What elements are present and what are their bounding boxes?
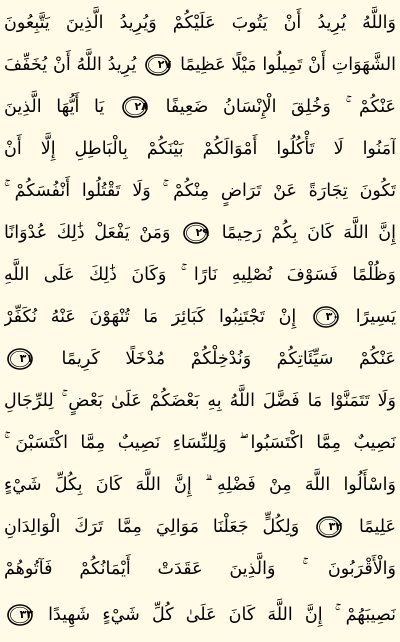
verse-line-4 bbox=[4, 128, 396, 170]
ayah-number: ٢٨ bbox=[134, 100, 148, 113]
verse-text: وَاسْأَلُوا اللَّهَ مِنْ فَضْلِهِ ۗ إِنَّ اللَّهَ كَانَ بِكُلِّ شَيْءٍ bbox=[4, 475, 396, 495]
ayah-number-marker bbox=[316, 516, 342, 538]
verse-text: وَاللَّهُ يُرِيدُ أَنْ يَتُوبَ عَلَيْكُمْ وَيُرِيدُ الَّذِينَ يَتَّبِعُونَ bbox=[4, 13, 396, 33]
verse-text: يُرِيدُ اللَّهُ أَنْ يُخَفِّفَ bbox=[4, 55, 137, 75]
verse-line-3 bbox=[4, 86, 396, 128]
ayah-number: ٣٠ bbox=[325, 310, 339, 323]
ayah-number-marker bbox=[7, 348, 33, 370]
verse-text: نَصِيبَهُمْ ۚ إِنَّ اللَّهَ كَانَ عَلَىٰ كُلِّ شَيْءٍ شَهِيدًا bbox=[48, 605, 396, 625]
verse-line-11 bbox=[4, 422, 396, 464]
verse-text: وَظُلْمًا فَسَوْفَ نُصْلِيهِ نَارًا ۚ وَكَانَ ذَٰلِكَ عَلَى اللَّهِ bbox=[4, 265, 396, 285]
verse-line-9 bbox=[4, 338, 396, 380]
ayah-number-marker bbox=[145, 54, 171, 76]
verse-text: يَسِيرًا bbox=[355, 307, 396, 327]
ayah-number-marker bbox=[313, 306, 339, 328]
verse-text: عَنْكُمْ ۚ وَخُلِقَ الْإِنْسَانُ ضَعِيفًا bbox=[165, 97, 396, 117]
verse-text: وَلَا تَتَمَنَّوْا مَا فَضَّلَ اللَّهُ بِهِ بَعْضَكُمْ عَلَىٰ بَعْضٍ ۚ لِلرِّجَالِ bbox=[4, 391, 396, 411]
verse-line-10 bbox=[4, 380, 396, 422]
verse-line-8 bbox=[4, 296, 396, 338]
verse-text: وَلِكُلٍّ جَعَلْنَا مَوَالِيَ مِمَّا تَرَكَ الْوَالِدَانِ bbox=[4, 517, 300, 537]
verse-text: آمَنُوا لَا تَأْكُلُوا أَمْوَالَكُمْ بَيْنَكُمْ بِالْبَاطِلِ إِلَّا أَنْ bbox=[4, 139, 396, 159]
verse-line-13 bbox=[4, 506, 396, 548]
verse-line-2 bbox=[4, 44, 396, 86]
ayah-number: ٢٧ bbox=[157, 58, 172, 71]
ayah-number: ٣٢ bbox=[328, 520, 343, 533]
verse-text: الشَّهَوَاتِ أَنْ تَمِيلُوا مَيْلًا عَظِيمًا bbox=[180, 55, 396, 75]
verse-line-1 bbox=[4, 2, 396, 44]
ayah-number-marker bbox=[122, 96, 148, 118]
verse-line-6 bbox=[4, 212, 396, 254]
verse-text: نَصِيبٌ مِمَّا اكْتَسَبُوا ۖ وَلِلنِّسَاءِ نَصِيبٌ مِمَّا اكْتَسَبْنَ ۚ bbox=[4, 433, 396, 453]
verse-text: إِنَّ اللَّهَ كَانَ بِكُمْ رَحِيمًا bbox=[221, 223, 396, 243]
verse-text: تَكُونَ تِجَارَةً عَنْ تَرَاضٍ مِنْكُمْ ۚ وَلَا تَقْتُلُوا أَنْفُسَكُمْ ۚ bbox=[4, 181, 396, 201]
verse-text: عَنْكُمْ سَيِّئَاتِكُمْ وَنُدْخِلْكُمْ مُدْخَلًا كَرِيمًا bbox=[61, 349, 396, 369]
verse-line-14 bbox=[4, 548, 396, 590]
ayah-number-marker bbox=[7, 604, 33, 626]
verse-text: يَا أَيُّهَا الَّذِينَ bbox=[4, 97, 105, 117]
verse-text: وَمَنْ يَفْعَلْ ذَٰلِكَ عُدْوَانًا bbox=[4, 223, 171, 243]
ayah-number: ٣٣ bbox=[19, 608, 33, 621]
verse-line-15 bbox=[4, 594, 396, 636]
ayah-number: ٣١ bbox=[19, 352, 33, 365]
verse-text: عَلِيمًا bbox=[359, 517, 396, 537]
verse-line-12 bbox=[4, 464, 396, 506]
ayah-number: ٢٩ bbox=[195, 226, 210, 239]
verse-line-7 bbox=[4, 254, 396, 296]
verse-text: وَالْأَقْرَبُونَ ۚ وَالَّذِينَ عَقَدَتْ أَيْمَانُكُمْ فَآتُوهُمْ bbox=[4, 559, 396, 579]
verse-text: إِنْ تَجْتَنِبُوا كَبَائِرَ مَا تُنْهَوْنَ عَنْهُ نُكَفِّرْ bbox=[4, 307, 297, 327]
ayah-number-marker bbox=[183, 222, 209, 244]
verse-line-5 bbox=[4, 170, 396, 212]
